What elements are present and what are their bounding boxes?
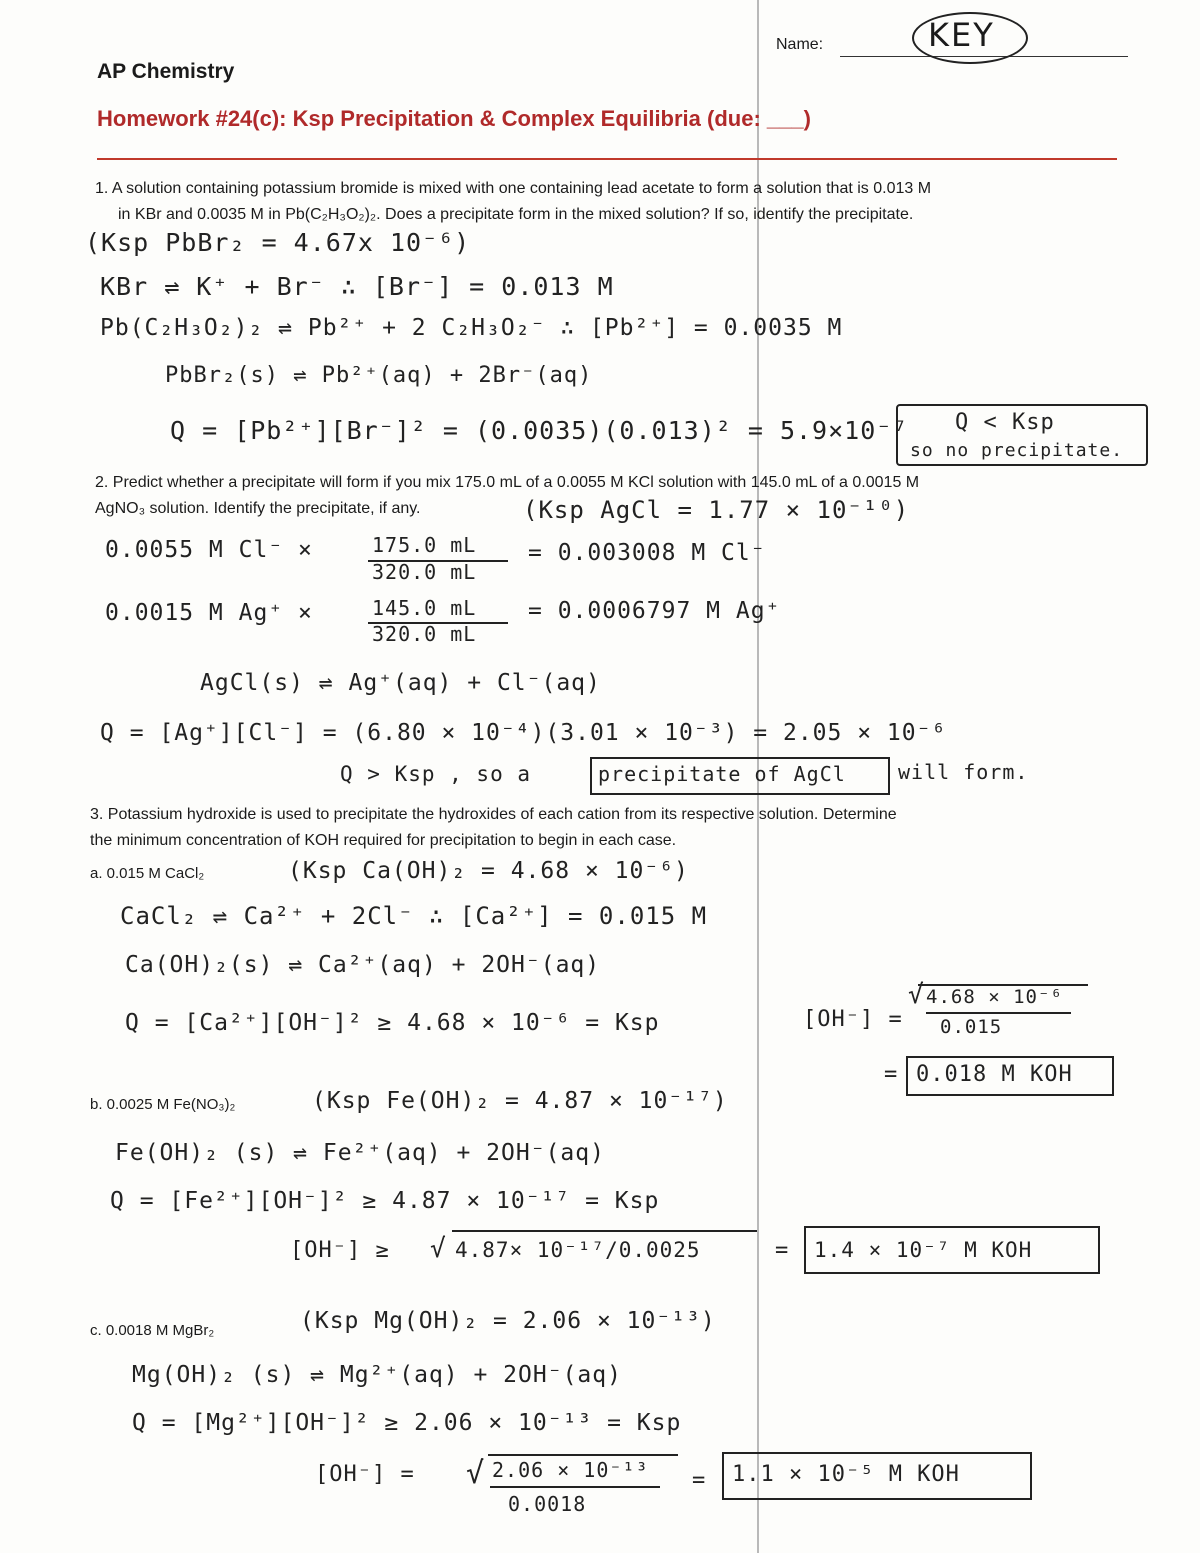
q3b-answer: 1.4 × 10⁻⁷ M KOH bbox=[814, 1238, 1033, 1262]
q2-conclusion-b: will form. bbox=[898, 760, 1029, 784]
q1-conclusion-1: Q < Ksp bbox=[955, 410, 1055, 435]
header-rule bbox=[97, 158, 1117, 160]
q3b-eq2: Q = [Fe²⁺][OH⁻]² ≥ 4.87 × 10⁻¹⁷ = Ksp bbox=[110, 1188, 660, 1214]
q3c-sqrt-denominator: 0.0018 bbox=[508, 1492, 587, 1516]
q3b-answer-eq: = bbox=[775, 1238, 790, 1263]
q1-text-line2: in KBr and 0.0035 M in Pb(C₂H₃O₂)₂. Does a precipitate form in the mixed solution? If so, identify the precipitate. bbox=[118, 206, 914, 223]
q3-text-line2: the minimum concentration of KOH required for precipitation to begin in each case. bbox=[90, 832, 677, 849]
q3b-sqrt-expression: 4.87× 10⁻¹⁷/0.0025 bbox=[455, 1238, 701, 1262]
q3c-eq2: Q = [Mg²⁺][OH⁻]² ≥ 2.06 × 10⁻¹³ = Ksp bbox=[132, 1410, 682, 1436]
q2-ksp: (Ksp AgCl = 1.77 × 10⁻¹⁰) bbox=[523, 496, 910, 524]
q3-text-line1: 3. Potassium hydroxide is used to precipitate the hydroxides of each cation from its respective solution. Determine bbox=[90, 806, 897, 823]
q3b-label: b. 0.0025 M Fe(NO₃)₂ bbox=[90, 1096, 236, 1113]
q3a-sqrt-denominator: 0.015 bbox=[940, 1016, 1003, 1038]
q2-conclusion-a: Q > Ksp , so a bbox=[340, 762, 532, 786]
key-text: KEY bbox=[928, 16, 995, 54]
q3a-eq1: CaCl₂ ⇌ Ca²⁺ + 2Cl⁻ ∴ [Ca²⁺] = 0.015 M bbox=[120, 902, 708, 930]
q3a-answer-eq: = bbox=[884, 1062, 899, 1087]
radical-icon: √ bbox=[430, 1234, 447, 1264]
q1-ksp: (Ksp PbBr₂ = 4.67x 10⁻⁶) bbox=[85, 228, 471, 257]
q3b-sqrt-bar bbox=[452, 1230, 757, 1232]
q3b-eq1: Fe(OH)₂ (s) ⇌ Fe²⁺(aq) + 2OH⁻(aq) bbox=[115, 1140, 605, 1166]
q1-eq1: KBr ⇌ K⁺ + Br⁻ ∴ [Br⁻] = 0.013 M bbox=[100, 272, 614, 301]
q3c-answer-eq: = bbox=[692, 1468, 707, 1493]
q3c-oh-label: [OH⁻] = bbox=[315, 1462, 415, 1487]
q3c-fraction-bar bbox=[490, 1486, 660, 1488]
q3b-answer-box bbox=[804, 1226, 1100, 1274]
q2-conclusion-box bbox=[590, 757, 890, 795]
course-title: AP Chemistry bbox=[97, 60, 235, 83]
homework-title: Homework #24(c): Ksp Precipitation & Complex Equilibria (due: ___) bbox=[97, 106, 811, 131]
q1-conclusion-2: so no precipitate. bbox=[910, 440, 1124, 461]
q3a-answer: 0.018 M KOH bbox=[916, 1062, 1073, 1087]
q2-q-calc: Q = [Ag⁺][Cl⁻] = (6.80 × 10⁻⁴)(3.01 × 10⁻³) = 2.05 × 10⁻⁶ bbox=[100, 720, 947, 746]
q2-equation: AgCl(s) ⇌ Ag⁺(aq) + Cl⁻(aq) bbox=[200, 670, 601, 696]
q2-text-line1: 2. Predict whether a precipitate will form if you mix 175.0 mL of a 0.0055 M KCl solution with 145.0 mL of a 0.0015 M bbox=[95, 474, 920, 491]
q3c-label: c. 0.0018 M MgBr₂ bbox=[90, 1322, 215, 1339]
q2-ag-numerator: 145.0 mL bbox=[372, 596, 477, 620]
radical-icon: √ bbox=[908, 980, 925, 1010]
q3b-oh-label: [OH⁻] ≥ bbox=[290, 1238, 390, 1263]
q3a-sqrt-numerator: 4.68 × 10⁻⁶ bbox=[926, 986, 1063, 1008]
q3a-ksp: (Ksp Ca(OH)₂ = 4.68 × 10⁻⁶) bbox=[288, 858, 689, 884]
q3c-answer: 1.1 × 10⁻⁵ M KOH bbox=[732, 1462, 960, 1487]
q3c-answer-box bbox=[722, 1452, 1032, 1500]
q3c-eq1: Mg(OH)₂ (s) ⇌ Mg²⁺(aq) + 2OH⁻(aq) bbox=[132, 1362, 622, 1388]
q3c-ksp: (Ksp Mg(OH)₂ = 2.06 × 10⁻¹³) bbox=[300, 1308, 716, 1334]
q3a-fraction-bar bbox=[926, 1012, 1071, 1014]
name-label: Name: bbox=[776, 36, 824, 53]
q3c-sqrt-numerator: 2.06 × 10⁻¹³ bbox=[492, 1458, 649, 1482]
radical-icon: √ bbox=[466, 1456, 486, 1491]
q1-text-line1: 1. A solution containing potassium bromide is mixed with one containing lead acetate to form a solution that is 0.013 M bbox=[95, 180, 932, 197]
q3a-answer-box bbox=[906, 1056, 1114, 1096]
q2-cl-numerator: 175.0 mL bbox=[372, 533, 477, 557]
q2-text-line2: AgNO₃ solution. Identify the precipitate, if any. bbox=[95, 500, 421, 517]
q2-cl-result: = 0.003008 M Cl⁻ bbox=[528, 540, 766, 566]
q1-eq4: Q = [Pb²⁺][Br⁻]² = (0.0035)(0.013)² = 5.9×10⁻⁷ bbox=[170, 416, 909, 445]
q2-ag-denominator: 320.0 mL bbox=[372, 622, 477, 646]
q2-cl-calc: 0.0055 M Cl⁻ × bbox=[105, 537, 313, 563]
q1-conclusion-box bbox=[896, 404, 1148, 466]
q2-conclusion-box-text: precipitate of AgCl bbox=[598, 762, 846, 786]
q2-cl-denominator: 320.0 mL bbox=[372, 560, 477, 584]
q1-eq2: Pb(C₂H₃O₂)₂ ⇌ Pb²⁺ + 2 C₂H₃O₂⁻ ∴ [Pb²⁺] = 0.0035 M bbox=[100, 315, 843, 341]
q2-ag-calc: 0.0015 M Ag⁺ × bbox=[105, 600, 313, 626]
q3a-label: a. 0.015 M CaCl₂ bbox=[90, 865, 205, 882]
q3b-ksp: (Ksp Fe(OH)₂ = 4.87 × 10⁻¹⁷) bbox=[312, 1088, 728, 1114]
q3a-eq3: Q = [Ca²⁺][OH⁻]² ≥ 4.68 × 10⁻⁶ = Ksp bbox=[125, 1010, 660, 1036]
q1-eq3: PbBr₂(s) ⇌ Pb²⁺(aq) + 2Br⁻(aq) bbox=[165, 363, 593, 388]
q3a-eq2: Ca(OH)₂(s) ⇌ Ca²⁺(aq) + 2OH⁻(aq) bbox=[125, 952, 601, 978]
q2-ag-result: = 0.0006797 M Ag⁺ bbox=[528, 598, 781, 624]
q3a-oh-label: [OH⁻] = bbox=[803, 1007, 903, 1032]
q3c-sqrt-bar bbox=[488, 1454, 678, 1456]
